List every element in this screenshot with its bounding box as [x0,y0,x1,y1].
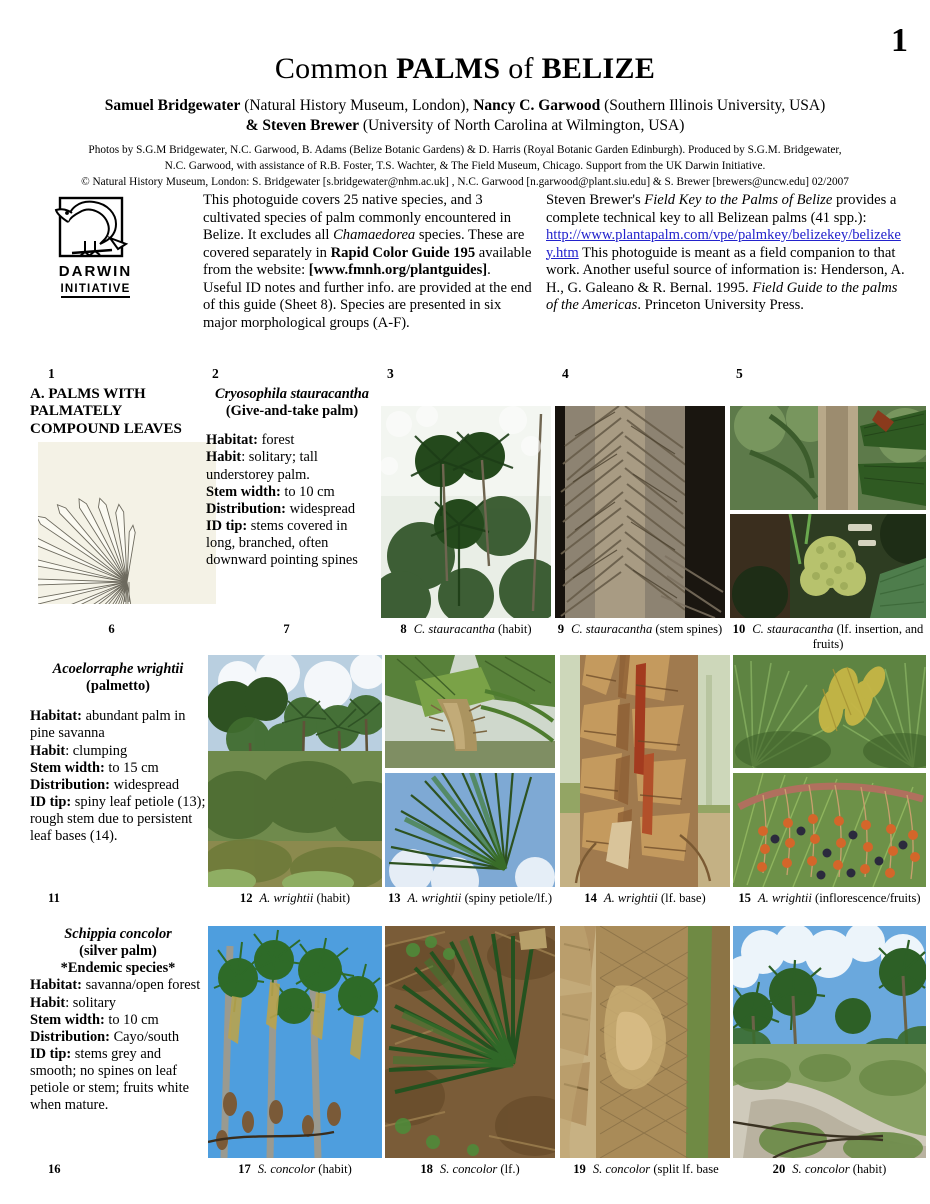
caption-17 [208,1162,382,1177]
author-bridgewater-affil: (Natural History Museum, London), [240,97,474,114]
photo-9-image [555,406,725,618]
photo-19-image [560,926,730,1158]
photo-17-schippia-habit[interactable] [208,926,382,1158]
caption-18-abbr: S. concolor [439,1162,498,1176]
intro-paragraph-right [546,192,906,315]
fact-distribution-3-label: Distribution: [30,1028,110,1045]
row-2-captions [0,891,930,925]
row-3-captions [0,1162,930,1186]
intro-right-t3: provides a complete technical key to all Belizean palms (41 spp.): [546,192,897,226]
author-garwood: Nancy C. Garwood [473,97,601,114]
species-block-schippia [30,926,206,1115]
intro-left-guide-ref: Rapid Color Guide 195 [330,244,476,261]
caption-7-number: 7 [283,622,290,636]
photo-14-acoelorraphe-leaf-base[interactable] [560,655,730,887]
author-bridgewater: Samuel Bridgewater [104,97,241,114]
row-3-photos [0,926,930,1158]
fact-habitat-3-value: savanna/open forest [81,977,201,994]
fact-id-tip-2 [30,794,206,845]
photo-10b-cryosophila-fruits[interactable] [730,514,926,618]
fact-habitat-value: forest [257,432,295,449]
caption-12-abbr: A. wrightii [259,891,314,905]
photo-15b-image [733,773,926,887]
caption-19-rest: (split lf. base [650,1162,719,1176]
darwin-logo-text [38,264,153,298]
fact-id-tip-value: stems covered in long, branched, often downward pointing spines [206,517,358,569]
fact-stem-width [206,484,378,501]
cell-number-4: 4 [562,366,569,381]
caption-8 [381,622,551,637]
photo-20-image [733,926,926,1158]
caption-20-abbr: S. concolor [792,1162,850,1176]
page-title [0,0,930,86]
fact-id-tip-label: ID tip: [206,517,248,534]
fact-id-tip-2-value: spiny leaf petiole (13); rough stem due to persistent leaf bases (14). [30,793,206,845]
darwin-bird-icon [38,192,143,264]
caption-17-rest: (habit) [315,1162,352,1176]
fact-distribution-2 [30,777,206,794]
caption-17-abbr: S. concolor [257,1162,316,1176]
caption-19 [553,1162,739,1177]
fact-id-tip-3-value: stems grey and smooth; no spines on leaf petiole or stem; fruits white when mature. [30,1045,190,1114]
row-1-captions [0,622,930,654]
photo-19-schippia-split-leaf-base[interactable] [560,926,730,1158]
authors-line-1 [0,96,930,116]
group-a-heading-text: A. PALMS WITH PALMATELY COMPOUND LEAVES [30,386,182,437]
caption-8-abbr: C. stauracantha [413,622,495,636]
caption-15-abbr: A. wrightii [757,891,812,905]
caption-18-number: 18 [420,1162,433,1176]
species-common-acoelorraphe: (palmetto) [86,678,150,695]
caption-15 [733,891,926,906]
species-grid [0,366,930,1186]
group-a-heading [30,386,200,438]
fact-habit-label: Habit [206,449,242,466]
species-common-cryosophila: (Give-and-take palm) [225,403,359,420]
photo-9-cryosophila-stem-spines[interactable] [555,406,725,618]
caption-20-rest: (habit) [849,1162,887,1176]
fact-distribution-2-value: widespread [109,776,180,793]
intro-paragraph-left [203,192,535,332]
cell-number-5: 5 [736,366,743,381]
intro-section [0,190,930,375]
caption-9 [555,622,725,637]
title-word-belize: BELIZE [541,52,656,85]
fact-distribution-label: Distribution: [206,500,286,517]
caption-9-number: 9 [557,622,565,636]
fact-stem-width-2 [30,760,206,777]
photo-15b-acoelorraphe-fruits[interactable] [733,773,926,887]
species-name-acoelorraphe: Acoelorraphe wrightii [52,661,184,677]
photo-15a-image [733,655,926,768]
caption-19-abbr: S. concolor [592,1162,651,1176]
caption-14-abbr: A. wrightii [603,891,658,905]
palmate-leaf-illustration [38,442,216,604]
author-garwood-affil: (Southern Illinois University, USA) [600,97,826,114]
caption-11 [30,891,200,906]
fact-distribution-3-value: Cayo/south [109,1028,180,1045]
caption-10-rest: (lf. insertion, and fruits) [812,622,924,651]
fact-id-tip-3-label: ID tip: [30,1045,72,1062]
fact-stem-width-label: Stem width: [206,483,281,500]
darwin-initiative-logo [38,192,153,298]
fact-distribution-value: widespread [285,500,356,517]
intro-left-chamaedorea: Chamaedorea [333,227,416,243]
row-1-photos [0,386,930,618]
photo-13a-acoelorraphe-spiny-petiole[interactable] [385,655,555,768]
fact-habit-2-value: : clumping [65,742,128,759]
credits-block [0,142,930,190]
caption-12-rest: (habit) [313,891,351,905]
logo-line-darwin: DARWIN [58,263,133,280]
caption-13-abbr: A. wrightii [407,891,462,905]
fact-stem-width-3-value: to 10 cm [104,1011,159,1028]
photo-10a-image [730,406,926,510]
species-name-schippia: Schippia concolor [64,926,172,942]
fact-habit [206,449,378,483]
row-2-photos [0,655,930,887]
caption-20 [733,1162,926,1177]
caption-8-number: 8 [400,622,407,636]
species-name-cryosophila: Cryosophila stauracantha [215,386,369,402]
fact-stem-width-2-label: Stem width: [30,759,105,776]
intro-left-t5: available from the website: [203,244,532,278]
credits-line-3: © Natural History Museum, London: S. Bridgewater [s.bridgewater@nhm.ac.uk] , N.C. Garwood [n.garwood@plant.siu.edu] & S. Brewer [brewers@uncw.edu] 02/2007 [81,175,849,188]
photo-13a-image [385,655,555,768]
photo-8-image [381,406,551,618]
fact-distribution [206,501,378,518]
fact-habitat-2-label: Habitat: [30,708,82,725]
fact-habit-2 [30,743,206,760]
author-brewer-affil: (University of North Carolina at Wilmington, USA) [358,117,685,135]
caption-19-number: 19 [573,1162,586,1176]
credits-line-1: Photos by S.G.M Bridgewater, N.C. Garwood, B. Adams (Belize Botanic Gardens) & D. Harris (Royal Botanic Garden Edinburgh). Produced by S.G.M. Bridgewater, [88,143,842,156]
fact-habit-3 [30,995,206,1012]
intro-left-t1: This photoguide covers 25 native species, and 3 cultivated species of palm commonly encountered in Belize. It excludes all [203,192,511,243]
fact-habitat-label: Habitat: [206,432,258,449]
title-word-of: of [500,52,542,85]
photo-13b-acoelorraphe-leaf[interactable] [385,773,555,887]
logo-line-initiative: INITIATIVE [61,283,131,298]
fact-stem-width-2-value: to 15 cm [104,759,159,776]
caption-17-number: 17 [238,1162,251,1176]
caption-8-rest: (habit) [494,622,532,636]
caption-10-abbr: C. stauracantha [752,622,834,636]
caption-18-rest: (lf.) [497,1162,520,1176]
caption-16-number: 16 [48,1162,61,1176]
fact-distribution-3 [30,1029,206,1046]
photo-14-image [560,655,730,887]
fact-id-tip [206,518,378,569]
fact-habit-2-label: Habit [30,742,66,759]
photo-18-schippia-leaf[interactable] [385,926,555,1158]
caption-12 [208,891,382,906]
caption-9-rest: (stem spines) [652,622,723,636]
photo-12-image [208,655,382,887]
palmkey-url-link[interactable]: http://www.plantapalm.com/vpe/palmkey/belizekey/belizekey.htm [546,227,901,261]
fact-habitat [206,432,378,449]
page-number: 1 [891,22,908,59]
fact-habitat-2 [30,708,206,742]
intro-right-americas-title: Field Guide to the palms of the Americas [546,279,898,313]
fact-habitat-3-label: Habitat: [30,977,82,994]
photo-12-acoelorraphe-habit[interactable] [208,655,382,887]
authors-block [0,96,930,137]
authors-line-2 [0,116,930,136]
caption-9-abbr: C. stauracantha [571,622,653,636]
caption-12-number: 12 [239,891,253,905]
caption-15-number: 15 [738,891,751,905]
fact-habit-3-label: Habit [30,994,66,1011]
intro-right-t1: Steven Brewer's [546,192,645,208]
intro-right-fieldkey: Field Key to the Palms of Belize [644,192,833,208]
title-word-palms: PALMS [396,52,501,85]
intro-left-t3: species. These are covered separately in [203,227,525,261]
caption-6 [30,622,200,637]
cell-number-2: 2 [212,366,219,381]
photo-10b-image [730,514,926,618]
caption-18 [385,1162,555,1177]
caption-15-rest: (inflorescence/fruits) [811,891,921,905]
fact-stem-width-value: to 10 cm [280,483,335,500]
caption-6-number: 6 [108,622,115,636]
fact-stem-width-3-label: Stem width: [30,1011,105,1028]
caption-14 [560,891,730,906]
fact-habitat-3 [30,977,206,994]
photo-8-cryosophila-habit[interactable] [381,406,551,618]
fact-stem-width-3 [30,1012,206,1029]
species-block-cryosophila [206,386,378,569]
photo-13b-image [385,773,555,887]
intro-right-t4: This photoguide is meant as a field companion to that work. Another useful source of information is: Henderson, A. H., G. Galeano & R. Bernal. 1995. [546,244,905,296]
caption-14-number: 14 [584,891,597,905]
photo-10a-cryosophila-leaf-insertion[interactable] [730,406,926,510]
caption-10 [730,622,926,652]
intro-left-t8: Useful ID notes and further info. are provided at the end of this guide (Sheet 8). Species are presented in six major morphological groups (A-F). [203,279,532,331]
caption-13-rest: (spiny petiole/lf.) [461,891,553,905]
photo-20-schippia-habit-savanna[interactable] [733,926,926,1158]
fact-id-tip-3 [30,1046,206,1115]
row-1-cell-numbers [0,366,930,386]
fact-id-tip-2-label: ID tip: [30,793,72,810]
caption-10-number: 10 [732,622,746,636]
intro-left-website: [www.fmnh.org/plantguides] [308,262,488,278]
palmate-leaf-icon [38,442,216,604]
intro-left-t7: . [487,262,491,278]
fact-habitat-2-value: abundant palm in pine savanna [30,708,186,742]
photo-18-image [385,926,555,1158]
photo-15a-acoelorraphe-inflorescence[interactable] [733,655,926,768]
cell-number-1: 1 [48,366,55,381]
caption-16 [30,1162,200,1177]
cell-number-3: 3 [387,366,394,381]
title-word-common: Common [274,52,397,85]
species-endemic-schippia: *Endemic species* [60,960,176,977]
fact-habit-value: : solitary; tall understorey palm. [206,449,318,483]
fact-habit-3-value: : solitary [65,994,116,1011]
caption-11-number: 11 [48,891,60,905]
caption-14-rest: (lf. base) [657,891,706,905]
fact-distribution-2-label: Distribution: [30,776,110,793]
caption-20-number: 20 [772,1162,786,1176]
intro-right-t6: . Princeton University Press. [637,297,804,313]
caption-13-number: 13 [387,891,401,905]
credits-line-2: N.C. Garwood, with assistance of R.B. Foster, T.S. Wachter, & The Field Museum, Chicago. Support from the UK Darwin Initiative. [164,159,766,172]
caption-13 [385,891,555,906]
caption-7 [205,622,375,637]
author-brewer: & Steven Brewer [245,117,359,135]
species-common-schippia: (silver palm) [79,943,157,960]
species-block-acoelorraphe [30,661,206,845]
photo-17-image [208,926,382,1158]
